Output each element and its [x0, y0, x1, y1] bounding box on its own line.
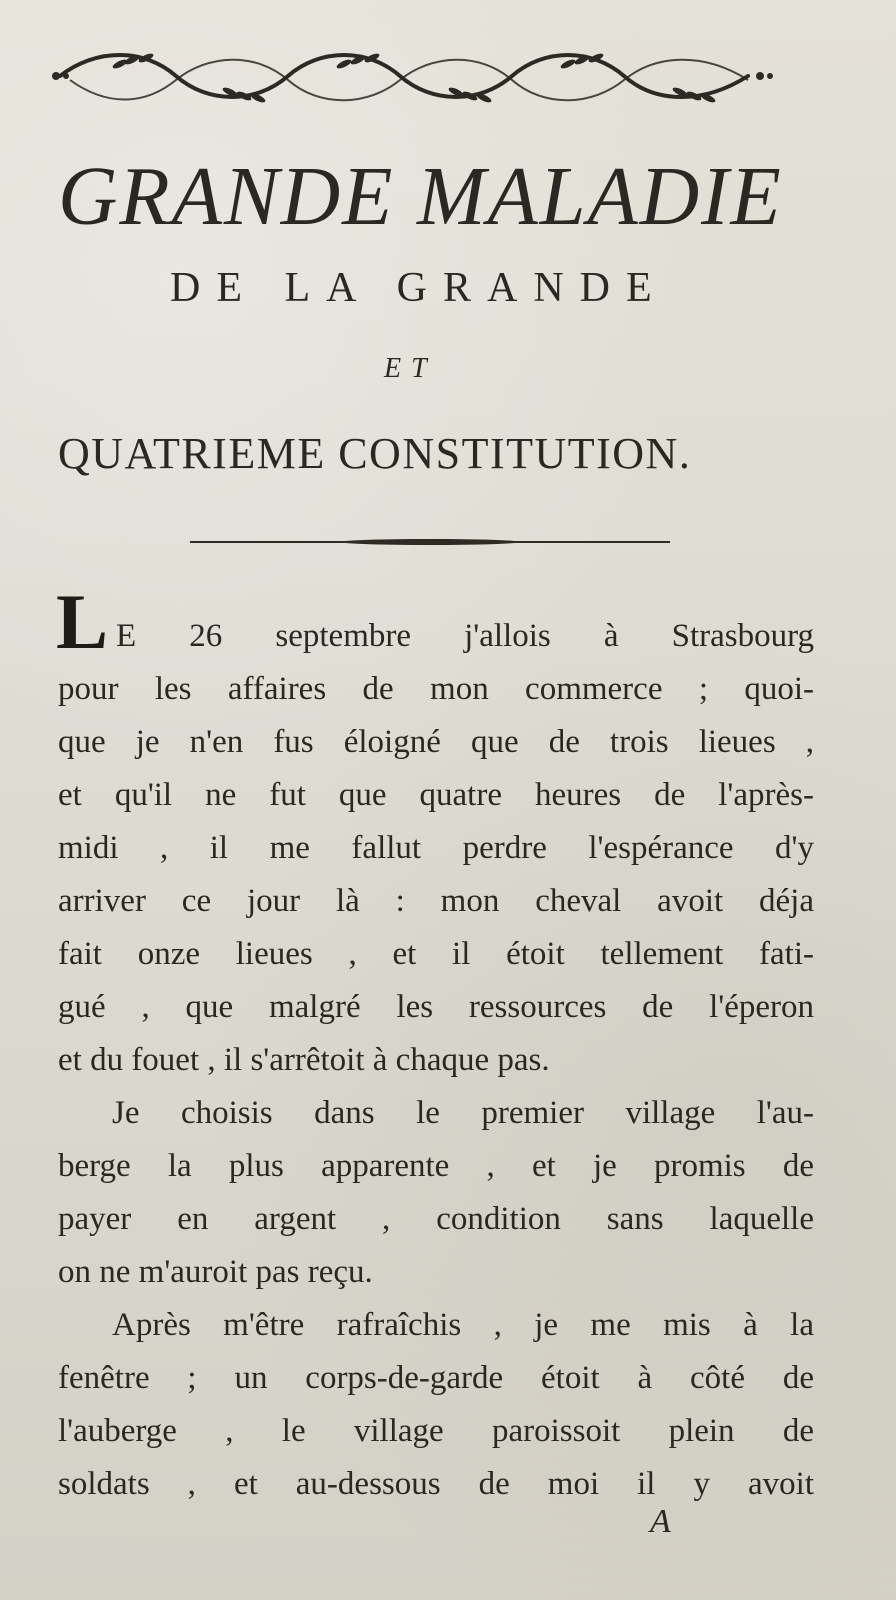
body-line: midi , il me fallut perdre l'espérance d'y	[58, 830, 814, 866]
body-line: l'auberge , le village paroissoit plein de	[58, 1413, 814, 1449]
document-conjunction: ET	[384, 353, 437, 384]
body-line: Après m'être rafraîchis , je me mis à la	[112, 1307, 814, 1343]
body-line: soldats , et au-dessous de moi il y avoit	[58, 1466, 814, 1502]
body-line: gué , que malgré les ressources de l'éperon	[58, 989, 814, 1025]
body-line: E 26 septembre j'allois à Strasbourg	[116, 618, 814, 654]
laurel-scroll-ornament-icon	[48, 38, 780, 118]
signature-mark: A	[650, 1503, 671, 1540]
centered-rule-icon	[190, 538, 670, 546]
document-subtitle: DE LA GRANDE	[170, 265, 668, 311]
body-line: payer en argent , condition sans laquelle	[58, 1201, 814, 1237]
body-line: on ne m'auroit pas reçu.	[58, 1254, 373, 1290]
body-line: pour les affaires de mon commerce ; quoi-	[58, 671, 814, 707]
document-title-third: QUATRIEME CONSTITUTION.	[58, 429, 692, 478]
drop-cap: L	[56, 578, 109, 665]
body-line: et du fouet , il s'arrêtoit à chaque pas.	[58, 1042, 550, 1078]
rule-ornament	[340, 539, 520, 545]
body-line: fenêtre ; un corps-de-garde étoit à côté de	[58, 1360, 814, 1396]
document-title-main: GRANDE MALADIE	[58, 150, 783, 243]
body-line: Je choisis dans le premier village l'au-	[112, 1095, 814, 1131]
body-line: et qu'il ne fut que quatre heures de l'après-	[58, 777, 814, 813]
body-line: berge la plus apparente , et je promis de	[58, 1148, 814, 1184]
body-line: que je n'en fus éloigné que de trois lieues ,	[58, 724, 814, 760]
body-line: arriver ce jour là : mon cheval avoit déja	[58, 883, 814, 919]
body-line: fait onze lieues , et il étoit tellement fati-	[58, 936, 814, 972]
